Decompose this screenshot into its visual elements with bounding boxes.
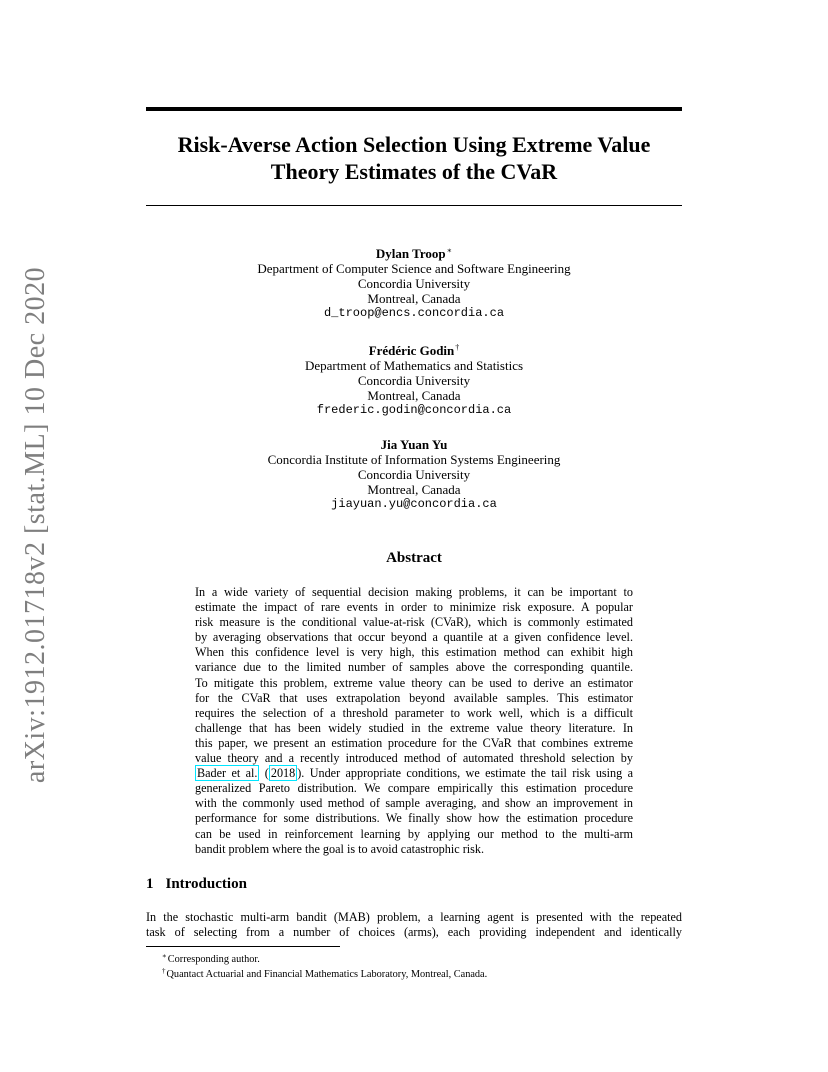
footnote-mark: ∗ [162,952,167,960]
author-affiliation: Montreal, Canada [367,388,461,403]
author-block [146,437,682,512]
footnote-text: Quantact Actuarial and Financial Mathematics Laboratory, Montreal, Canada. [166,969,488,980]
author-affiliation: Montreal, Canada [367,291,461,306]
abstract-line: When this confidence level is very high, this estimation method can exhibit high [195,645,633,660]
abstract-line: performance for some distributions. We finally show how the estimation procedure [195,811,633,826]
citation-link-author[interactable]: Bader et al. [197,766,258,781]
author-affiliation: Montreal, Canada [367,482,461,497]
title-bottom-rule [146,205,682,206]
footnote-text: Corresponding author. [167,954,260,965]
intro-line: In the stochastic multi-arm bandit (MAB) problem, a learning agent is presented with the repeated [146,910,682,924]
abstract-line: can be used in reinforcement learning by applying our method to the multi-arm [195,826,633,841]
author-mark: ∗ [446,246,453,255]
abstract-line [195,766,633,781]
author-email[interactable]: frederic.godin@concordia.ca [316,403,512,417]
abstract-line: challenge that has been widely studied in the extreme value theory literature. In [195,720,633,735]
footnote-rule [146,946,340,947]
abstract-line-rest: . Under appropriate conditions, we estimate the tail risk using a [301,766,633,781]
title-line-1: Risk-Averse Action Selection Using Extreme Value [177,132,651,157]
citation-open-paren: ( [264,766,269,781]
section-number: 1 [146,876,154,892]
abstract-line: In a wide variety of sequential decision making problems, it can be important to [195,585,633,599]
author-name: Jia Yuan Yu [380,437,448,452]
intro-paragraph [146,910,682,940]
abstract-line: estimate the impact of rare events in order to minimize risk exposure. A popular [195,600,633,615]
abstract-line: with the commonly used method of sample averaging, and show an improvement in [195,796,633,811]
abstract-heading: Abstract [386,550,442,566]
citation-link-year[interactable]: 2018 [270,766,296,781]
abstract-line: risk measure is the conditional value-at-risk (CVaR), which is commonly estimated [195,615,633,630]
abstract-body [195,585,633,857]
abstract-line: by averaging observations that occur beyond a quantile at a given confidence level. [195,630,633,645]
paper-title [146,131,682,185]
abstract-line: this paper, we present an estimation procedure for the CVaR that combines extreme [195,735,633,750]
abstract-line: requires the selection of a threshold parameter to work well, which is a difficult [195,705,633,720]
author-affiliation: Concordia University [357,467,471,482]
author-name: Frédéric Godin [368,343,455,358]
arxiv-identifier: arXiv:1912.01718v2 [stat.ML] 10 Dec 2020 [20,266,51,784]
author-affiliation: Concordia University [357,373,471,388]
author-block [146,340,682,418]
abstract-line: bandit problem where the goal is to avoid catastrophic risk. [195,841,485,856]
title-top-rule [146,107,682,111]
author-affiliation: Department of Mathematics and Statistics [304,358,524,373]
author-affiliation: Concordia Institute of Information Systems Engineering [267,452,561,467]
abstract-line: variance due to the limited number of samples above the corresponding quantile. [195,660,633,675]
section-heading [146,876,247,893]
footnote-mark: † [162,967,166,975]
author-email[interactable]: jiayuan.yu@concordia.ca [331,497,497,511]
author-mark: † [455,343,460,352]
title-line-2: Theory Estimates of the CVaR [270,159,558,184]
abstract-line: for the CVaR that uses extrapolation beyond available samples. This estimator [195,690,633,705]
author-affiliation: Concordia University [357,276,471,291]
abstract-line: value theory and a recently introduced method of automated threshold selection by [195,751,633,766]
citation-close-paren: ) [297,766,302,781]
author-email[interactable]: d_troop@encs.concordia.ca [323,306,505,320]
footnote [162,964,487,982]
abstract-line: generalized Pareto distribution. We compare empirically this estimation procedure [195,781,633,796]
abstract-line: To mitigate this problem, extreme value theory can be used to derive an estimator [195,675,633,690]
author-affiliation: Department of Computer Science and Software Engineering [257,261,571,276]
intro-line: task of selecting from a number of choices (arms), each providing independent and identically [146,925,682,939]
section-title: Introduction [165,876,247,892]
author-name: Dylan Troop [375,246,446,261]
author-block [146,243,682,321]
